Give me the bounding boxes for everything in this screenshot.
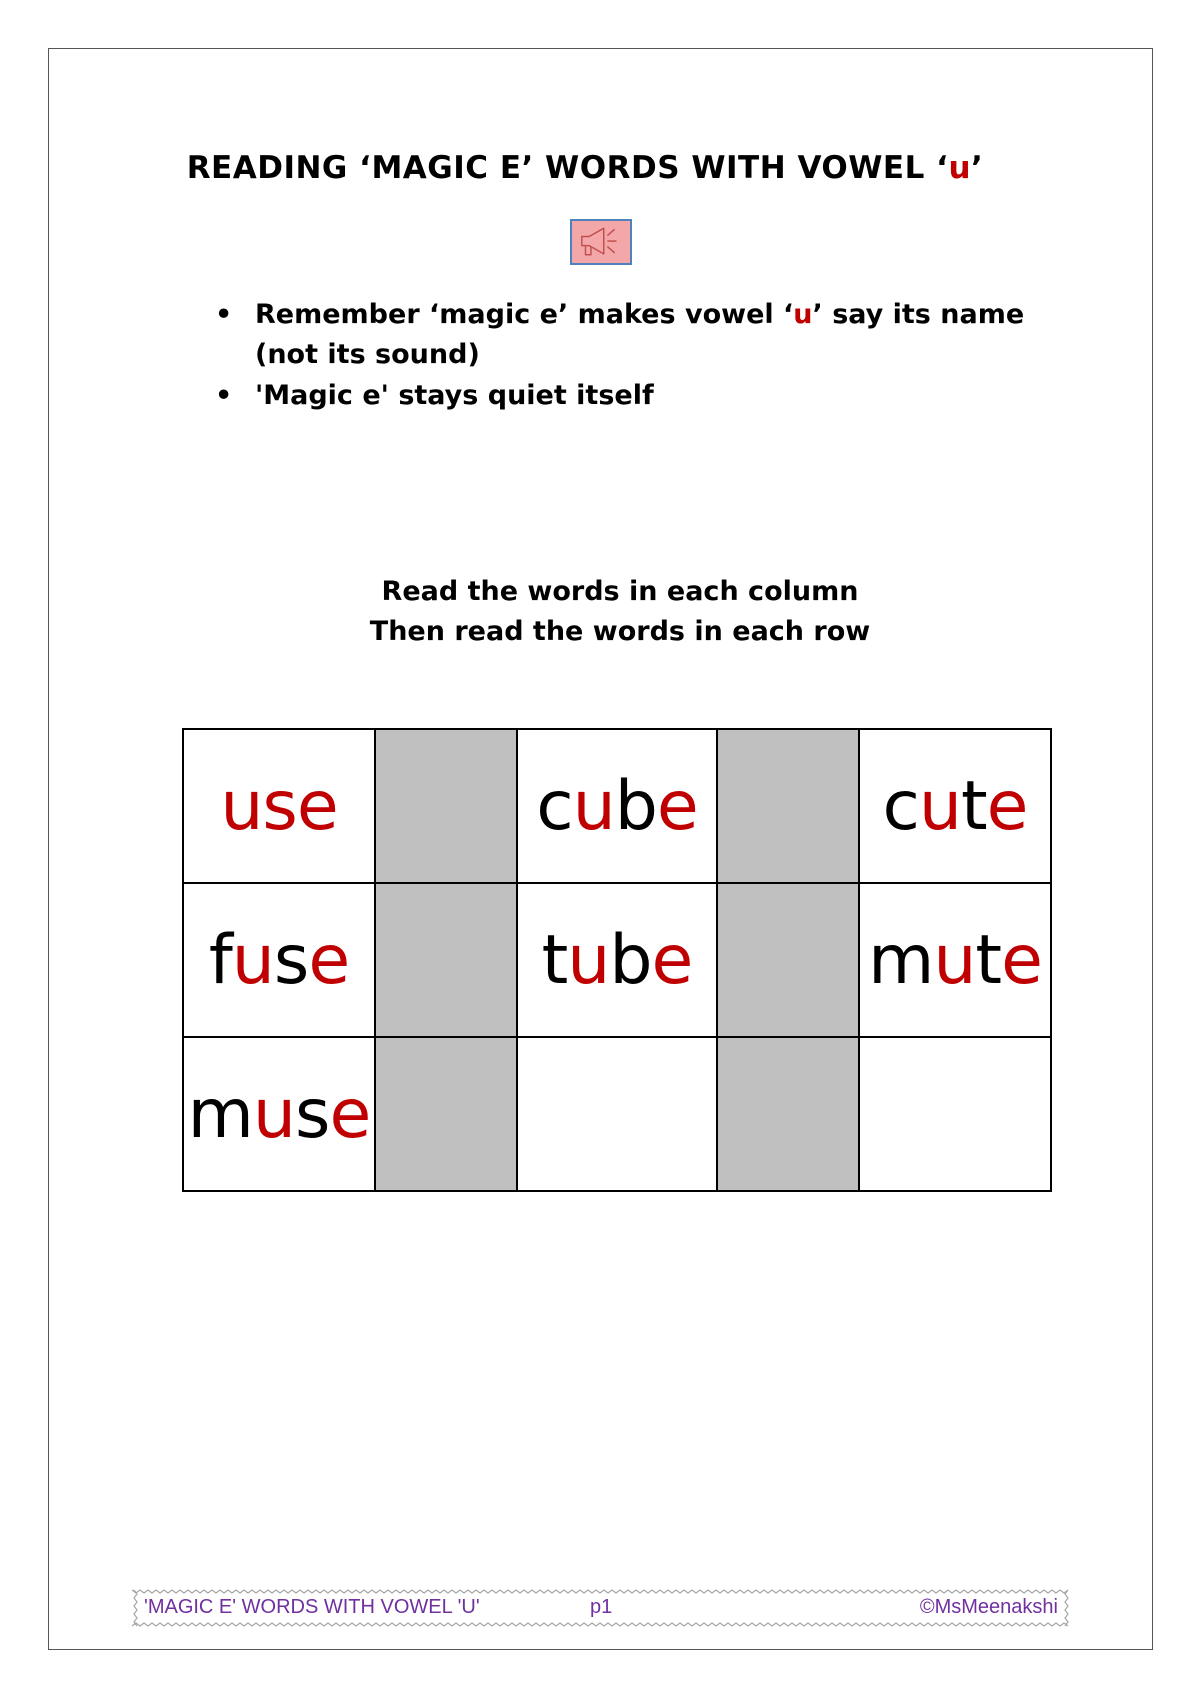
footer-page-number: p1 <box>590 1596 613 1618</box>
table-row <box>183 1037 1051 1191</box>
word-part: e <box>329 1074 371 1154</box>
word-part: e <box>986 766 1028 846</box>
word-part: u <box>567 920 610 1000</box>
word-cell <box>517 729 717 883</box>
word-part: u <box>220 766 263 846</box>
word-grid <box>182 728 1052 1192</box>
bullet-item-quiet-e <box>215 376 1045 416</box>
word-part: e <box>651 920 693 1000</box>
word-part: t <box>960 766 987 846</box>
empty-cell <box>859 1037 1051 1191</box>
word-muse <box>188 1075 371 1154</box>
shaded-cell <box>375 883 517 1037</box>
shaded-cell <box>375 729 517 883</box>
word-part: m <box>868 920 934 1000</box>
word-part: f <box>208 920 232 1000</box>
word-part: u <box>231 920 274 1000</box>
word-part: u <box>252 1074 296 1154</box>
word-part: m <box>187 1074 253 1154</box>
word-cute <box>882 767 1027 846</box>
word-part: t <box>541 920 568 1000</box>
bullet-list <box>215 295 1045 417</box>
word-part: e <box>1001 920 1042 1000</box>
bullet-vowel: u <box>793 299 813 330</box>
word-cell <box>183 1037 375 1191</box>
word-part: s <box>295 1074 330 1154</box>
bullet-text-end: ’ say its name (not its sound) <box>255 299 1025 370</box>
word-part: c <box>882 766 919 846</box>
word-part: t <box>975 920 1002 1000</box>
word-part: se <box>262 766 338 846</box>
word-part: u <box>933 920 976 1000</box>
word-cell <box>517 883 717 1037</box>
instructions <box>0 572 1200 652</box>
megaphone-icon[interactable] <box>570 219 632 265</box>
instruction-line: Read the words in each column <box>381 576 859 607</box>
bullet-text: Remember ‘magic e’ makes vowel ‘ <box>255 299 794 330</box>
word-part: u <box>572 766 615 846</box>
word-cell <box>859 883 1051 1037</box>
footer-copyright: ©MsMeenakshi <box>919 1596 1058 1618</box>
footer <box>130 1586 1072 1630</box>
bullet-text: 'Magic e' stays quiet itself <box>255 380 654 411</box>
empty-cell <box>517 1037 717 1191</box>
word-cell <box>859 729 1051 883</box>
megaphone-icon-graphic <box>572 221 630 263</box>
word-cell <box>183 729 375 883</box>
footer-title: 'MAGIC E' WORDS WITH VOWEL 'U' <box>144 1596 480 1618</box>
word-use <box>220 767 337 846</box>
table-row <box>183 729 1051 883</box>
word-part: b <box>609 920 652 1000</box>
title-text: READING ‘MAGIC E’ WORDS WITH VOWEL ‘ <box>186 150 949 186</box>
word-tube <box>542 921 693 1000</box>
shaded-cell <box>717 729 859 883</box>
word-mute <box>868 921 1042 1000</box>
title-close: ’ <box>971 150 984 186</box>
bullet-item-magic-e-rule <box>215 295 1045 375</box>
word-part: e <box>308 920 350 1000</box>
word-part: u <box>918 766 961 846</box>
table-row <box>183 883 1051 1037</box>
instruction-line: Then read the words in each row <box>369 616 871 647</box>
word-part: b <box>614 766 657 846</box>
word-cell <box>183 883 375 1037</box>
word-part: c <box>536 766 573 846</box>
word-fuse <box>209 921 349 1000</box>
word-part: e <box>656 766 698 846</box>
shaded-cell <box>717 883 859 1037</box>
shaded-cell <box>375 1037 517 1191</box>
shaded-cell <box>717 1037 859 1191</box>
word-cube <box>536 767 698 846</box>
page-title <box>0 150 1200 186</box>
word-part: s <box>273 920 309 1000</box>
title-vowel: u <box>948 150 972 186</box>
